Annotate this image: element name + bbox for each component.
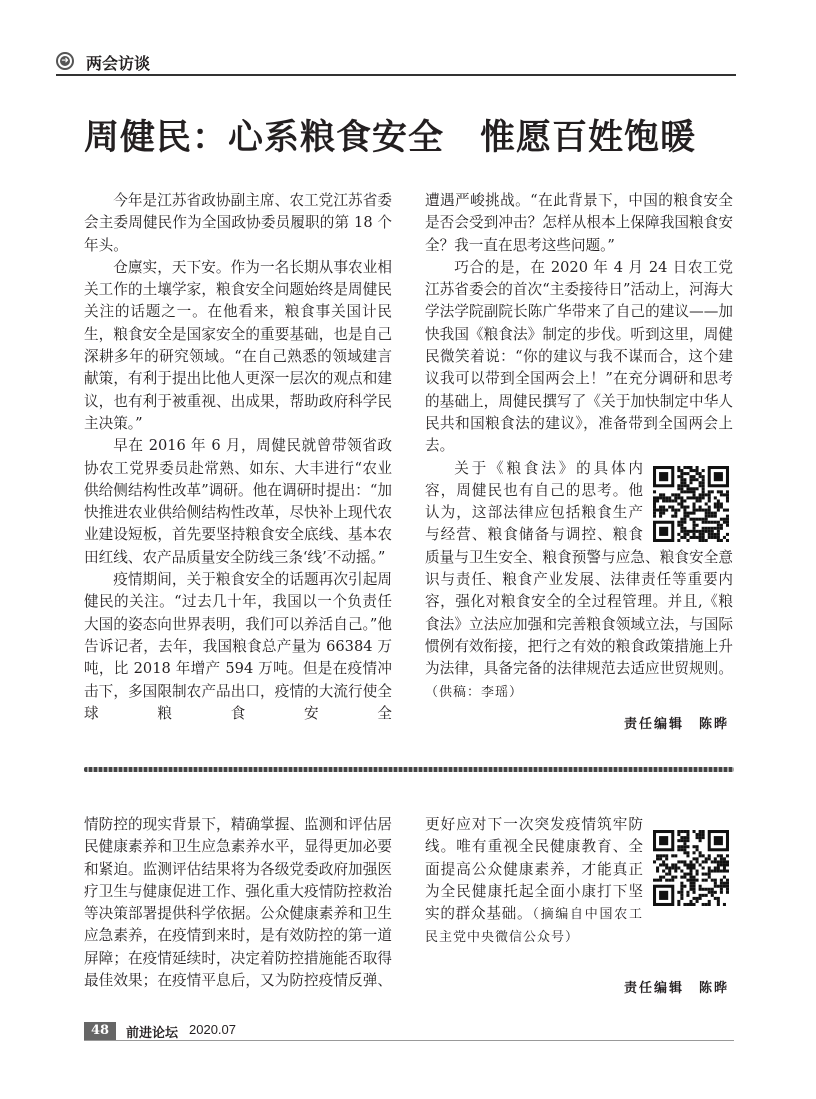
- paragraph: [425, 814, 733, 950]
- paragraph: [425, 458, 733, 704]
- section-header: [56, 52, 736, 76]
- second-column-1: [84, 814, 392, 992]
- paragraph: 早在 2016 年 6 月，周健民就曾带领省政协农工党界委员赴常熟、如东、大丰进行“农业供给侧结构性改革”调研。他在调研时提出：“加快推进农业供给侧结构性改革，尽快补上现代农业建设短板，首先要坚持粮食安全底线、基本农田红线、农产品质量安全防线三条‘线’不动摇。”: [84, 437, 392, 566]
- issue-date: 2020.07: [189, 1022, 236, 1037]
- editor-credit: 责任编辑 陈晔: [623, 716, 729, 732]
- source-credit: （供稿：李瑶）: [425, 684, 524, 700]
- second-column-2: [425, 814, 733, 1010]
- section-divider: [84, 767, 734, 772]
- paragraph: 仓廪实，天下安。作为一名长期从事农业相关工作的土壤学家，粮食安全问题始终是周健民关注的话题之一。在他看来，粮食事关国计民生，粮食安全是国家安全的重要基础，也是自己深耕多年的研究领域。“在自己熟悉的领域建言献策，有利于提出比他人更深一层次的观点和建议，也有利于被重视、出成果，帮助政府科学民主决策。”: [84, 258, 392, 432]
- paragraph: 巧合的是，在 2020 年 4 月 24 日农工党江苏省委会的首次“主委接待日”活动上，河海大学法学院副院长陈广华带来了自己的建议——加快我国《粮食法》制定的步伐。听到这里，周健民微笑着说：“你的建议与我不谋而合，这个建议我可以带到全国两会上！”在充分调研和思考的基础上，周健民撰写了《关于加快制定中华人民共和国粮食法的建议》，准备带到全国两会上去。: [425, 258, 733, 455]
- magazine-name: 前进论坛: [126, 1026, 179, 1041]
- source-credit: （摘编自中国农工民主党中央微信公众号）: [425, 907, 643, 946]
- qr-code-icon: [653, 466, 729, 542]
- page-footer: [84, 1022, 734, 1041]
- editor-credit: 责任编辑 陈晔: [623, 980, 729, 996]
- arrow-circle-icon: ➜: [56, 52, 74, 70]
- page-number: 48: [84, 1022, 116, 1040]
- section-label: 两会访谈: [86, 54, 151, 73]
- paragraph: 今年是江苏省政协副主席、农工党江苏省委会主委周健民作为全国政协委员履职的第 18 个年头。: [84, 192, 392, 254]
- paragraph-text: 更好应对下一次突发疫情筑牢防线。唯有重视全民健康教育、全面提高公众健康素养，才能真正为全民健康托起全面小康打下坚实的群众基础。: [425, 816, 643, 923]
- paragraph: 遭遇严峻挑战。“在此背景下，中国的粮食安全是否会受到冲击？怎样从根本上保障我国粮食安全？我一直在思考这些问题。”: [425, 192, 733, 254]
- qr-code-icon: [653, 830, 729, 906]
- paragraph-text: 关于《粮食法》的具体内容，周健民也有自己的思考。他认为，这部法律应包括粮食生产与经营、粮食储备与调控、粮食质量与卫生安全、粮食预警与应急、粮食安全意识与责任、粮食产业发展、法律责任等重要内容，强化对粮食安全的全过程管理。并且,《粮食法》立法应加强和完善粮食领域立法，与国际惯例有效衔接，把行之有效的粮食政策措施上升为法律，具备完备的法律规范去适应世贸规则。: [425, 459, 733, 678]
- paragraph: 疫情期间，关于粮食安全的话题再次引起周健民的关注。“过去几十年，我国以一个负责任大国的姿态向世界表明，我们可以养活自己。”他告诉记者，去年，我国粮食总产量为 66384 万吨，比 2018 年增产 594 万吨。但是在疫情冲击下，多国限制农产品出口，疫情的大流行使全球粮食安全: [84, 571, 392, 722]
- article-title: 周健民：心系粮食安全 惟愿百姓饱暖: [84, 118, 697, 158]
- paragraph: 情防控的现实背景下，精确掌握、监测和评估居民健康素养和卫生应急素养水平，显得更加必要和紧迫。监测评估结果将为各级党委政府加强医疗卫生与健康促进工作、强化重大疫情防控救治等决策部署提供科学依据。公众健康素养和卫生应急素养，在疫情到来时，是有效防控的第一道屏障；在疫情延续时，决定着防控措施能否取得最佳效果；在疫情平息后，又为防控疫情反弹、: [84, 816, 392, 990]
- article-column-1: [84, 190, 392, 725]
- article-column-2: [425, 190, 733, 744]
